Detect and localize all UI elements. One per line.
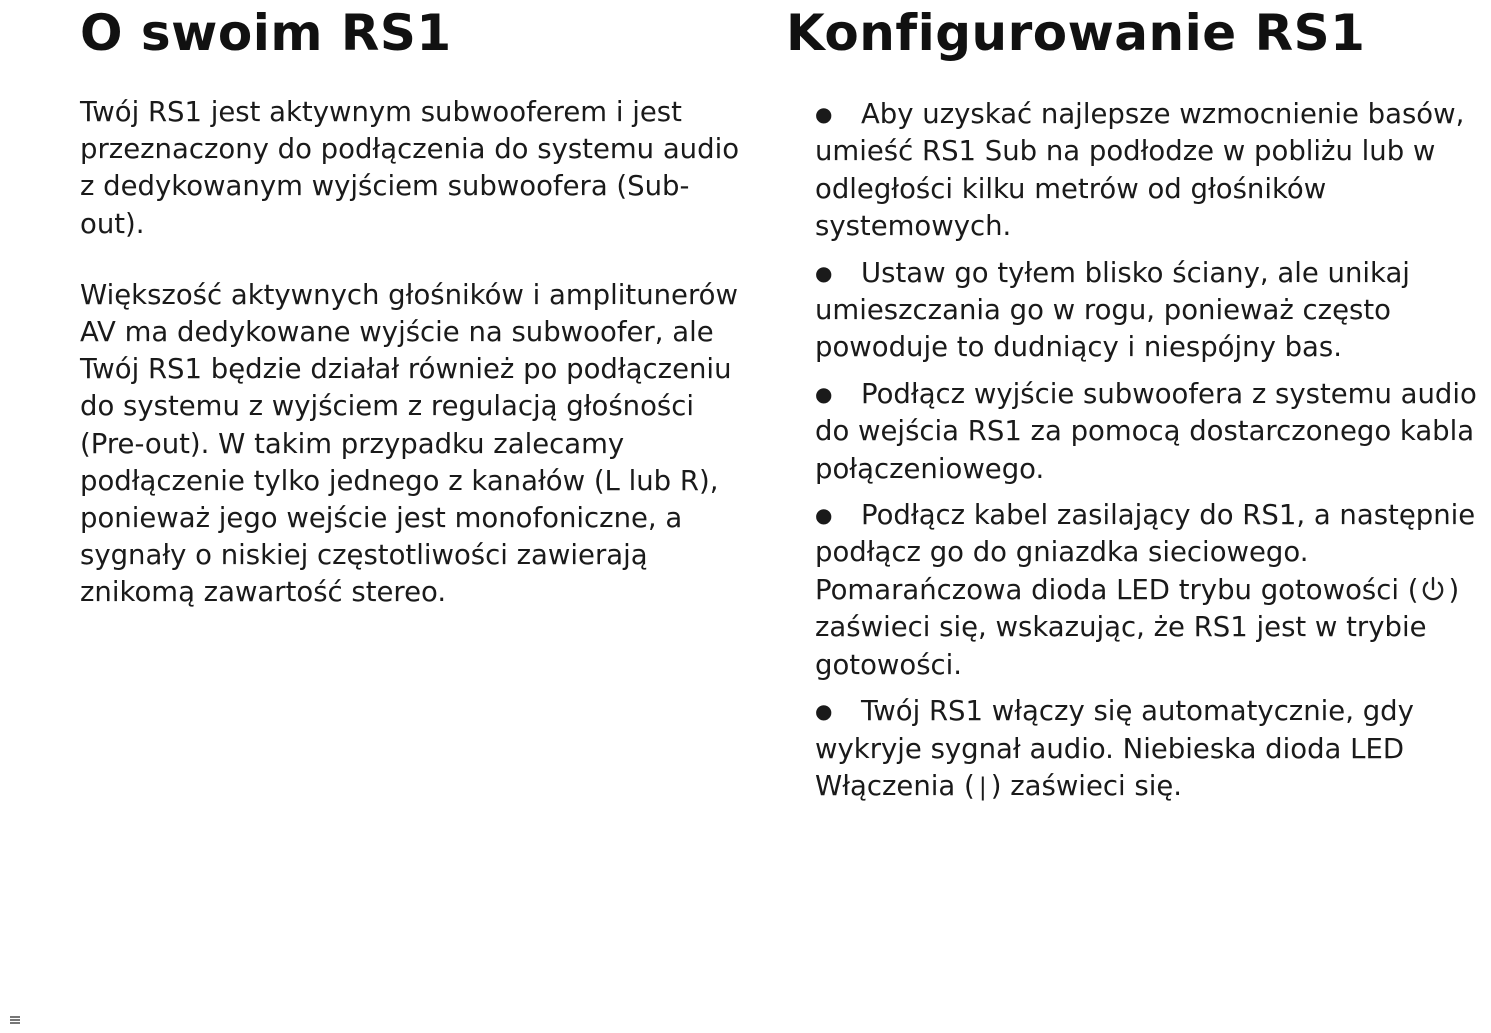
bullet-icon: ● [815,699,833,724]
list-item-text: ) zaświeci się. [990,769,1182,802]
power-on-icon: | [978,772,987,801]
section-setup [786,0,1486,815]
section-heading-setup: Konfigurowanie RS1 [786,4,1366,62]
bullet-icon: ● [815,503,833,528]
list-item-text: Ustaw go tyłem blisko ściany, ale unikaj umieszczania go w rogu, ponieważ często powoduje to dudniący i niespójny bas. [815,256,1410,364]
bullet-icon: ● [815,102,833,126]
bullet-icon: ● [815,260,833,285]
list-item-text: Twój RS1 włączy się automatycznie, gdy wykryje sygnał audio. Niebieska dioda LED Włączenia ( [815,695,1414,802]
list-item-text: ) zaświeci się, wskazując, że RS1 jest w trybie gotowości. [815,573,1460,681]
page-corner-mark [10,1016,20,1024]
list-item [815,497,1486,684]
about-paragraph-2: Większość aktywnych głośników i amplitunerów AV ma dedykowane wyjście na subwoofer, ale Twój RS1 będzie działał również po podłączeniu do systemu z wyjściem z regulacją głośności (Pre-out). W takim przypadku zalecamy podłączenie tylko jednego z kanałów (L lub R), ponieważ jego wejście jest monofoniczne, a sygnały o niskiej częstotliwości zawierają znikomą zawartość stereo. [80,278,738,609]
list-item [815,376,1486,488]
section-about [80,0,740,612]
list-item [815,255,1486,367]
bullet-icon: ● [815,381,833,406]
setup-list [815,96,1486,806]
list-item-text: Podłącz kabel zasilający do RS1, a następnie podłącz go do gniazdka sieciowego. Pomarańczowa dioda LED trybu gotowości ( [815,499,1476,606]
power-standby-icon [1418,574,1448,604]
about-paragraph-1: Twój RS1 jest aktywnym subwooferem i jest przeznaczony do podłączenia do systemu audio z dedykowanym wyjściem subwoofera (Sub-out). [80,96,740,240]
section-heading-about: O swoim RS1 [80,4,452,62]
list-item [815,693,1486,806]
list-item-text: Podłącz wyjście subwoofera z systemu audio do wejścia RS1 za pomocą dostarczonego kabla połączeniowego. [815,377,1477,485]
list-item [815,96,1486,246]
list-item-text: Aby uzyskać najlepsze wzmocnienie basów, umieść RS1 Sub na podłodze w pobliżu lub w odległości kilku metrów od głośników systemowych. [815,98,1465,243]
